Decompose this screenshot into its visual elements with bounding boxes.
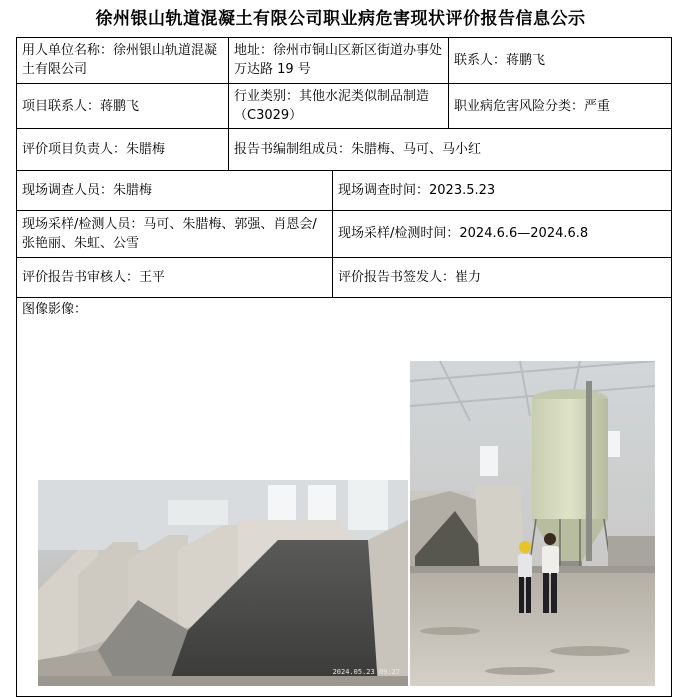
- sampling-time-cell: 现场采样/检测时间：2024.6.6—2024.6.8: [333, 210, 672, 258]
- silo-image: [410, 361, 655, 686]
- aggregate-bays-image: [38, 480, 408, 686]
- images-label: 图像影像：: [22, 301, 88, 317]
- table-row: [17, 83, 672, 129]
- photo-timestamp: 2024.05.23 09:27: [332, 667, 400, 676]
- industry-cell: 行业类别：其他水泥类似制品制造（C3029）: [229, 83, 449, 129]
- table-row: [17, 210, 672, 258]
- surveyor-cell: 现场调查人员：朱腊梅: [17, 171, 333, 211]
- address-cell: 地址：徐州市铜山区新区街道办事处万达路 19 号: [229, 38, 449, 84]
- silo-photo: [410, 361, 655, 686]
- leader-cell: 评价项目负责人：朱腊梅: [17, 129, 229, 171]
- samplers-cell: 现场采样/检测人员：马可、朱腊梅、郭强、肖恩会/张艳丽、朱虹、公雪: [17, 210, 333, 258]
- aggregate-bays-photo: [38, 480, 408, 686]
- table-row: [17, 258, 672, 298]
- table-row: [17, 297, 672, 696]
- contact-cell: 联系人：蒋鹏飞: [449, 38, 672, 84]
- info-table: [16, 37, 672, 697]
- table-row: [17, 171, 672, 211]
- table-row: [17, 129, 672, 171]
- risk-cell: 职业病危害风险分类：严重: [449, 83, 672, 129]
- employer-cell: 用人单位名称：徐州银山轨道混凝土有限公司: [17, 38, 229, 84]
- table-row: [17, 38, 672, 84]
- project-contact-cell: 项目联系人：蒋鹏飞: [17, 83, 229, 129]
- survey-time-cell: 现场调查时间：2023.5.23: [333, 171, 672, 211]
- reviewer-cell: 评价报告书审核人：王平: [17, 258, 333, 298]
- images-cell: [17, 297, 672, 696]
- page-title: 徐州银山轨道混凝土有限公司职业病危害现状评价报告信息公示: [95, 9, 586, 29]
- signer-cell: 评价报告书签发人：崔力: [333, 258, 672, 298]
- members-cell: 报告书编制组成员：朱腊梅、马可、马小红: [229, 129, 672, 171]
